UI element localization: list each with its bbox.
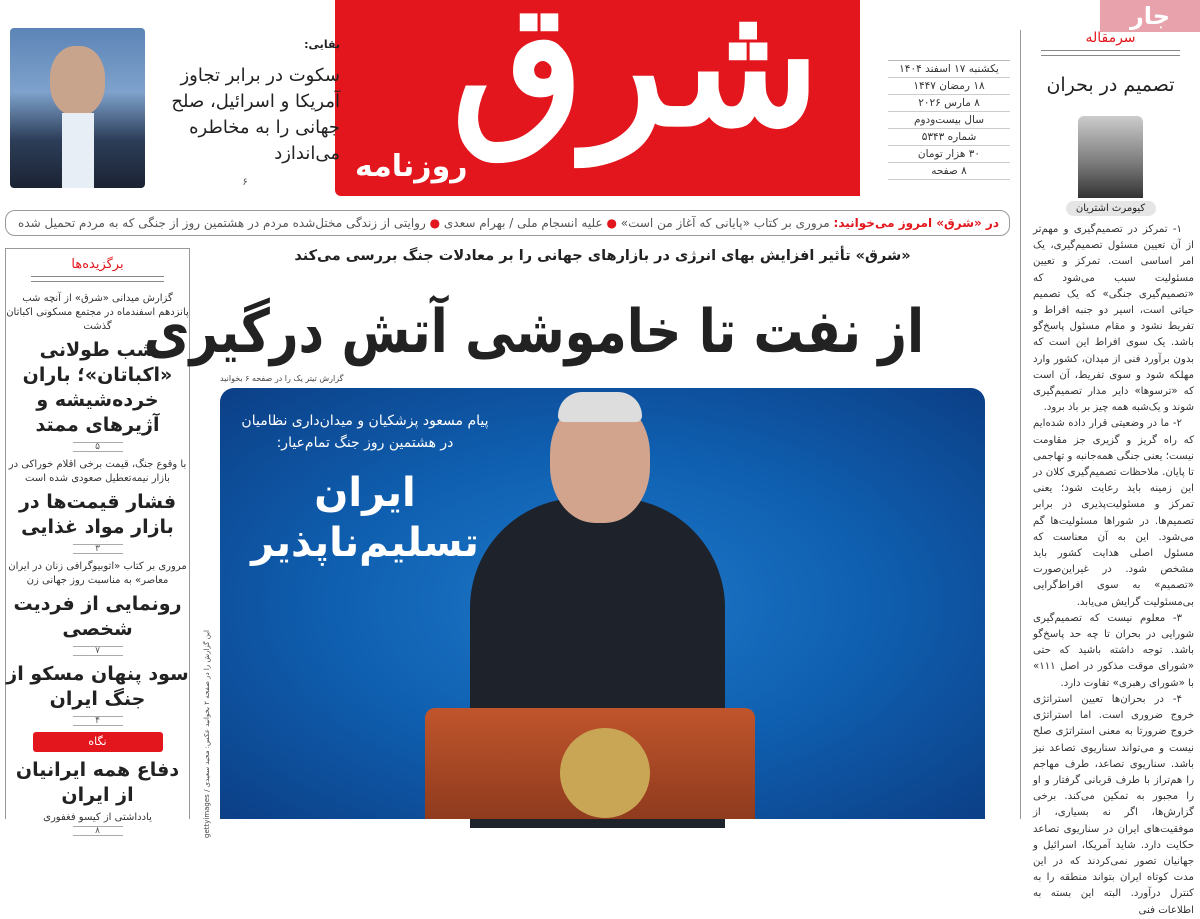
kicker: با وقوع جنگ، قیمت برخی اقلام خوراکی در بازار نیمه‌تعطیل صعودی شده است <box>8 459 187 484</box>
ticker-item[interactable]: مروری بر کتاب «پایانی که آغاز من است» <box>620 216 830 230</box>
hero-headline: ایران تسلیم‌ناپذیر <box>251 470 479 566</box>
headline: رونمایی از فردیت شخصی <box>13 593 182 640</box>
photo-caption: این گزارش را در صفحه ۲ بخوانید عکس: مجید سعیدی / gettyimages <box>203 630 211 838</box>
page-ref: ۴ <box>73 716 123 726</box>
newspaper-logo-subtitle: روزنامه <box>355 149 468 184</box>
quote-speaker: بقایی: <box>304 38 340 51</box>
main-headline-text: از نفت تا خاموشی آتش درگیری <box>143 297 925 367</box>
paragraph: ۱- تمرکز در تصمیم‌گیری و مهم‌تر از آن تعیین مسئول تصمیم‌گیری، یک امر اساسی است. تمرکز و تعیین مسئولیت سبب می‌شود که «تصمیم‌گیری جنگی» که یک تصمیم حیاتی است، اسیر دو جنبه افراط و تفریط نشود و مقام مسئول پاسخ‌گو باشد. یک سوی افراط این است که بدون برآورد فنی از میدان، کشور وارد مهلکه شود و سوی تفریط، آن است که «ترسوها» دایر مدار تصمیم‌گیری شوند و یک‌شبه همه چیز بر باد برود. <box>1033 224 1194 414</box>
issue-date-gregorian: ۸ مارس ۲۰۲۶ <box>888 95 1010 112</box>
issue-date: یکشنبه ۱۷ اسفند ۱۴۰۴ <box>888 61 1010 78</box>
speaker-photo <box>10 28 145 188</box>
editorial-column <box>1020 30 1200 916</box>
todays-contents-bar <box>5 210 1010 236</box>
page-reference: گزارش تیتر یک را در صفحه ۶ بخوانید <box>220 374 344 383</box>
divider <box>31 276 164 282</box>
headline: سود پنهان مسکو از جنگ ایران <box>6 663 189 710</box>
divider <box>1041 50 1180 56</box>
editorial-title[interactable]: تصمیم در بحران <box>1046 74 1175 96</box>
author-photo <box>1078 116 1143 198</box>
highlight-item[interactable] <box>6 458 189 554</box>
issue-number: شماره ۵۳۴۳ <box>888 129 1010 146</box>
issue-info <box>888 60 1010 180</box>
issue-year: سال بیست‌ودوم <box>888 112 1010 129</box>
bullet-icon: ● <box>606 216 617 230</box>
ticker-item[interactable]: روایتی از زندگی مختل‌شده مردم در هشتمین روز از جنگی که به مردم تحمیل شده <box>18 216 426 230</box>
headline: فشار قیمت‌ها در بازار مواد غذایی <box>18 491 177 538</box>
kicker: مروری بر کتاب «اتوبیوگرافی زنان در ایران معاصر» به مناسبت روز جهانی زن <box>8 561 187 586</box>
highlight-item[interactable] <box>6 560 189 656</box>
main-subhead: «شرق» تأثیر افزایش بهای انرژی در بازارهای جهانی را بر معادلات جنگ بررسی می‌کند <box>294 248 911 264</box>
page-ref: ۶ <box>242 177 248 188</box>
main-headline[interactable] <box>143 296 925 368</box>
editorial-body <box>1021 216 1200 919</box>
podium-seal <box>560 728 650 818</box>
newspaper-logo: شرق <box>451 0 820 165</box>
bullet-icon: ● <box>429 216 441 230</box>
site-badge: جار <box>1100 0 1200 32</box>
opinion-tag: نگاه <box>33 732 163 752</box>
author-name: کیومرث اشتریان <box>1066 201 1156 216</box>
highlight-item[interactable] <box>6 662 189 726</box>
issue-price: ۳۰ هزار تومان <box>888 146 1010 163</box>
editorial-label: سرمقاله <box>1085 30 1136 46</box>
headline: شب طولانی «اکباتان»؛ باران خرده‌شیشه و آژیرهای ممتد <box>22 339 173 436</box>
page-ref: ۷ <box>73 646 123 656</box>
opinion-item[interactable] <box>6 758 189 836</box>
ticker-lead: در «شرق» امروز می‌خوانید: <box>833 216 999 230</box>
page-ref: ۳ <box>73 544 123 554</box>
kicker: گزارش میدانی «شرق» از آنچه شب پانزدهم اسفندماه در مجتمع مسکونی اکباتان گذشت <box>6 293 189 332</box>
hero-photo <box>220 388 985 819</box>
byline: یادداشتی از کیسو فغفوری <box>43 812 152 823</box>
hero-intro: پیام مسعود پزشکیان و میدان‌داری نظامیان در هشتمین روز جنگ تمام‌عیار: <box>241 413 489 451</box>
paragraph: ۴- در بحران‌ها تعیین استراتژی خروج ضروری است. اما استراتژی خروج ضرورتا به معنی استراتژی صلح نیست و می‌تواند سناریوی تصاعد نیز باشد. سناریوی تصاعد، طرف مهاجم را هم‌تراز با طرف قربانی گرفتار و او را مجبور به تمکین می‌کند. برخی گزارش‌ها، اگر نه بسیاری، از موفقیت‌های ایران در سناریوی تصاعد حکایت دارد. شاید آمریکا، اسرائیل و جهانیان تصور نمی‌کردند که در این مدت کوتاه ایران بتواند منطقه را به کنترل درآورد. البته این بسته به اطلاعات فنی <box>1033 693 1194 916</box>
page-ref: ۵ <box>73 442 123 452</box>
issue-pages: ۸ صفحه <box>888 163 1010 180</box>
issue-date-hijri: ۱۸ رمضان ۱۴۴۷ <box>888 78 1010 95</box>
ticker-item[interactable]: علیه انسجام ملی / بهرام سعدی <box>443 216 603 230</box>
top-quote[interactable] <box>150 38 340 188</box>
page-ref: ۸ <box>73 826 123 836</box>
highlights-label: برگزیده‌ها <box>71 257 124 272</box>
paragraph: ۲- ما در وضعیتی قرار داده شده‌ایم که راه گریز و گزیری جز مقاومت نیست؛ یعنی جنگی همه‌جانبه و تهاجمی تا پایان. ملاحظات تصمیم‌گیری کلان در این زمینه باید رعایت شود؛ یعنی تمرکز و مسئولیت‌پذیری در برابر تصمیم‌ها. در شوراها مسئولیت‌ها گم می‌شود. این به آن معناست که مسئول اصلی هدایت کشور باید مشخص شود. در غیراین‌صورت «تصمیم» به سوی افراط‌گرایی بی‌مسئولیت گرایش می‌یابد. <box>1033 418 1194 608</box>
masthead <box>335 0 860 196</box>
speaker-hair <box>558 392 642 422</box>
paragraph: ۳- معلوم نیست که تصمیم‌گیری شورایی در بحران تا چه حد پاسخ‌گو باشد. توجه داشته باشید که حتی «شورای موقت مذکور در اصل ۱۱۱» با «شورای رهبری» تفاوت دارد. <box>1033 612 1194 689</box>
quote-text: سکوت در برابر تجاوز آمریکا و اسرائیل، صلح جهانی را به مخاطره می‌اندازد <box>171 65 340 164</box>
headline: دفاع همه ایرانیان از ایران <box>15 759 180 806</box>
